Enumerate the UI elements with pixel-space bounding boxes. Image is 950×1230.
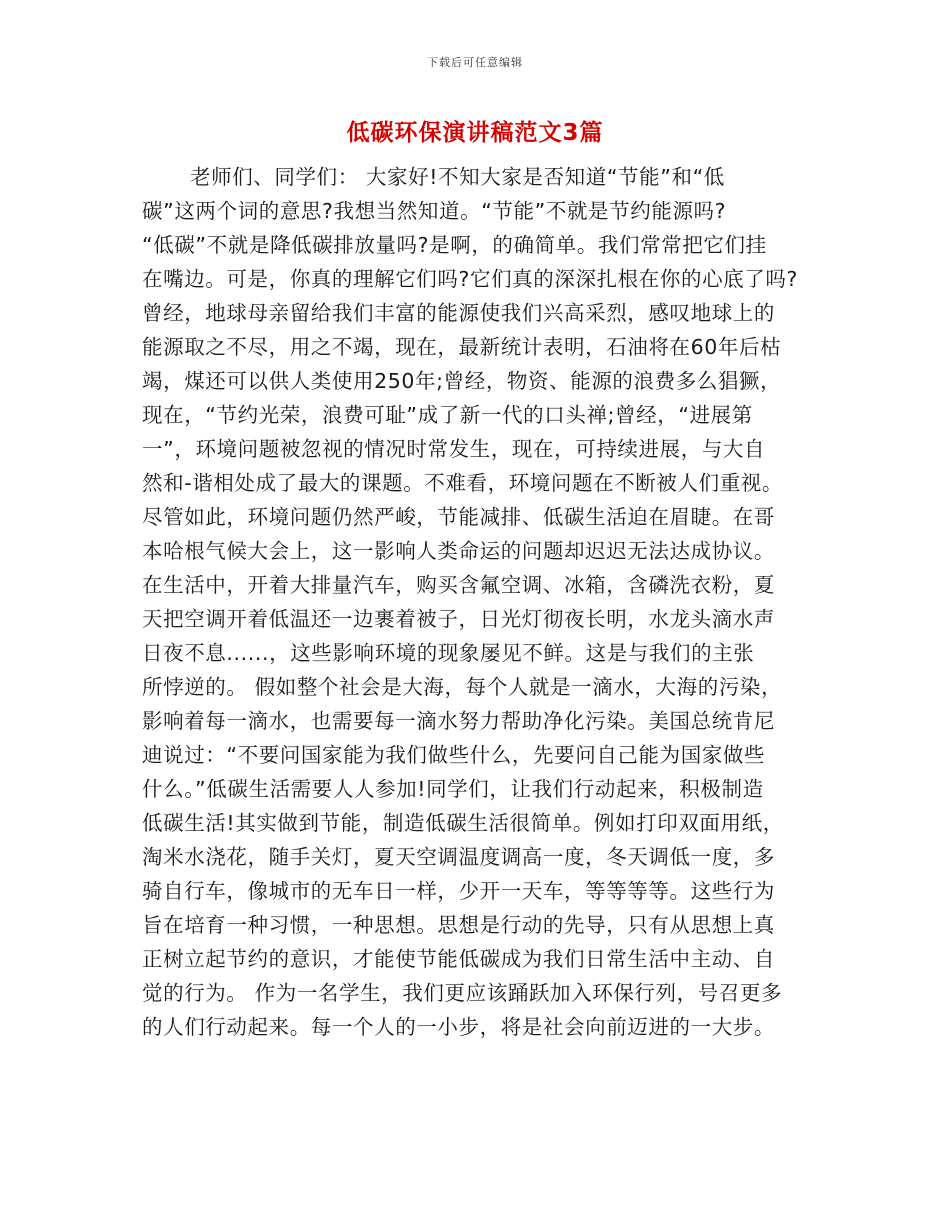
- body-line: 迪说过：“不要问国家能为我们做些什么，先要问自己能为国家做些: [142, 743, 766, 767]
- body-line: 碳”这两个词的意思?我想当然知道。“节能”不就是节约能源吗?: [142, 199, 727, 223]
- body-line: 所悖逆的。 假如整个社会是大海，每个人就是一滴水，大海的污染，: [142, 675, 783, 699]
- body-line: 淘米水浇花，随手关灯，夏天空调温度调高一度，冬天调低一度，多: [142, 845, 775, 869]
- document-title: 低碳环保演讲稿范文3篇: [346, 120, 604, 146]
- body-line: 然和-谐相处成了最大的课题。不难看，环境问题在不断被人们重视。: [142, 471, 783, 495]
- body-line: 竭，煤还可以供人类使用250年;曾经，物资、能源的浪费多么猖獗，: [142, 369, 782, 393]
- body-line: 日夜不息......，这些影响环境的现象屡见不鲜。这是与我们的主张: [142, 641, 755, 665]
- body-line: 旨在培育一种习惯，一种思想。思想是行动的先导，只有从思想上真: [142, 913, 775, 937]
- body-line: 现在，“节约光荣，浪费可耻”成了新一代的口头禅;曾经，“进展第: [142, 403, 753, 427]
- body-line: “低碳”不就是降低碳排放量吗?是啊，的确简单。我们常常把它们挂: [142, 233, 767, 257]
- page-header-note: 下载后可任意编辑: [427, 56, 523, 69]
- body-line: 骑自行车，像城市的无车日一样，少开一天车，等等等等。这些行为: [142, 879, 775, 903]
- body-line: 曾经，地球母亲留给我们丰富的能源使我们兴高采烈，感叹地球上的: [142, 301, 775, 325]
- body-line: 影响着每一滴水，也需要每一滴水努力帮助净化污染。美国总统肯尼: [142, 709, 775, 733]
- body-line: 觉的行为。 作为一名学生，我们更应该踊跃加入环保行列，号召更多: [142, 981, 783, 1005]
- body-line: 在嘴边。可是，你真的理解它们吗?它们真的深深扎根在你的心底了吗?: [142, 267, 798, 291]
- body-line: 在生活中，开着大排量汽车，购买含氟空调、冰箱，含磷洗衣粉，夏: [142, 573, 775, 597]
- body-line: 什么。”低碳生活需要人人参加!同学们，让我们行动起来，积极制造: [142, 777, 764, 801]
- body-line: 尽管如此，环境问题仍然严峻，节能减排、低碳生活迫在眉睫。在哥: [142, 505, 775, 529]
- body-line: 天把空调开着低温还一边裹着被子，日光灯彻夜长明，水龙头滴水声: [142, 607, 775, 631]
- body-line: 本哈根气候大会上，这一影响人类命运的问题却迟迟无法达成协议。: [142, 539, 775, 563]
- body-line: 老师们、同学们： 大家好!不知大家是否知道“节能”和“低: [190, 165, 725, 189]
- body-line: 一”，环境问题被忽视的情况时常发生，现在，可持续进展，与大自: [142, 437, 766, 461]
- body-line: 正树立起节约的意识，才能使节能低碳成为我们日常生活中主动、自: [142, 947, 775, 971]
- body-line: 能源取之不尽，用之不竭，现在，最新统计表明，石油将在60年后枯: [142, 335, 782, 359]
- body-line: 的人们行动起来。每一个人的一小步，将是社会向前迈进的一大步。: [142, 1015, 775, 1039]
- body-line: 低碳生活!其实做到节能，制造低碳生活很简单。例如打印双面用纸，: [142, 811, 784, 835]
